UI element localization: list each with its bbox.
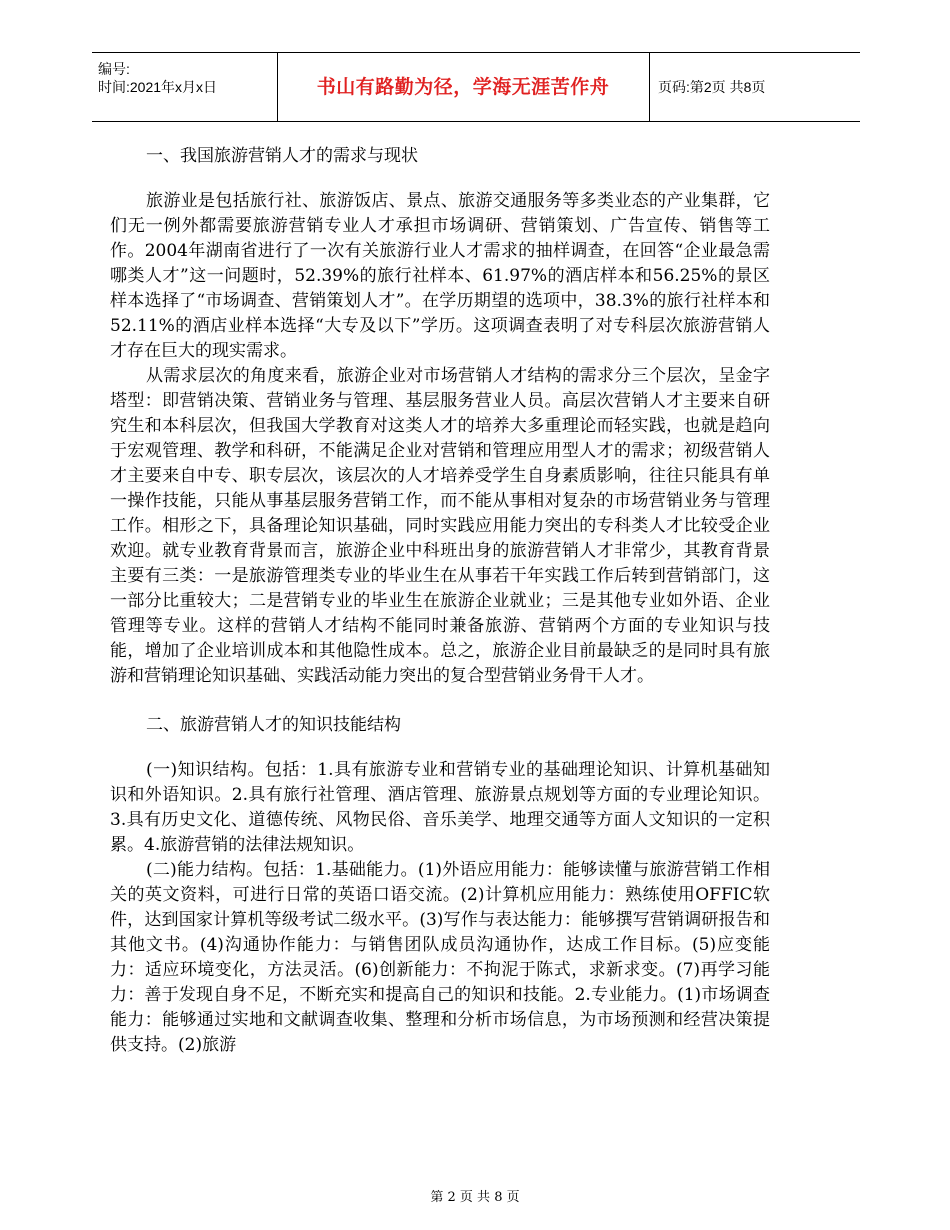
- section-heading-2: 二、旅游营销人才的知识技能结构: [146, 715, 401, 735]
- header-page-info: 页码:第2页 共8页: [658, 79, 766, 95]
- header-motto: 书山有路勤为径，学海无涯苦作舟: [277, 53, 650, 121]
- section-heading-1: 一、我国旅游营销人才的需求与现状: [146, 146, 418, 166]
- header-meta: [92, 53, 278, 121]
- document-date: 时间:2021年x月x日: [98, 79, 218, 95]
- page-footer: 第 2 页 共 8 页: [430, 1190, 520, 1205]
- page-header: [92, 52, 860, 122]
- paragraph: 旅游业是包括旅行社、旅游饭店、景点、旅游交通服务等多类业态的产业集群，它们无一例外都需要旅游营销专业人才承担市场调研、营销策划、广告宣传、销售等工作。2004年湖南省进行了一次有关旅游行业人才需求的抽样调查，在回答“企业最急需哪类人才”这一问题时，52.39%的旅行社样本、61.97%的酒店样本和56.25%的景区样本选择了“市场调查、营销策划人才”。在学历期望的选项中，38.3%的旅行社样本和52.11%的酒店业样本选择“大专及以下”学历。这项调查表明了对专科层次旅游营销人才存在巨大的现实需求。: [110, 191, 770, 361]
- paragraph: (一)知识结构。包括：1.具有旅游专业和营销专业的基础理论知识、计算机基础知识和外语知识。2.具有旅行社管理、酒店管理、旅游景点规划等方面的专业理论知识。3.具有历史文化、道德传统、风物民俗、音乐美学、地理交通等方面人文知识的一定积累。4.旅游营销的法律法规知识。: [110, 760, 770, 855]
- document-number-label: 编号:: [98, 61, 130, 77]
- document-body: [110, 140, 770, 1058]
- paragraph: 从需求层次的角度来看，旅游企业对市场营销人才结构的需求分三个层次，呈金字塔型：即营销决策、营销业务与管理、基层服务营业人员。高层次营销人才主要来自研究生和本科层次，但我国大学教育对这类人才的培养大多重理论而轻实践，也就是趋向于宏观管理、教学和科研，不能满足企业对营销和管理应用型人才的需求；初级营销人才主要来自中专、职专层次，该层次的人才培养受学生自身素质影响，往往只能具有单一操作技能，只能从事基层服务营销工作，而不能从事相对复杂的市场营销业务与管理工作。相形之下，具备理论知识基础，同时实践应用能力突出的专科类人才比较受企业欢迎。就专业教育背景而言，旅游企业中科班出身的旅游营销人才非常少，其教育背景主要有三类：一是旅游管理类专业的毕业生在从事若干年实践工作后转到营销部门，这一部分比重较大；二是营销专业的毕业生在旅游企业就业；三是其他专业如外语、企业管理等专业。这样的营销人才结构不能同时兼备旅游、营销两个方面的专业知识与技能，增加了企业培训成本和其他隐性成本。总之，旅游企业目前最缺乏的是同时具有旅游和营销理论知识基础、实践活动能力突出的复合型营销业务骨干人才。: [110, 366, 770, 686]
- paragraph: (二)能力结构。包括：1.基础能力。(1)外语应用能力：能够读懂与旅游营销工作相关的英文资料，可进行日常的英语口语交流。(2)计算机应用能力：熟练使用OFFIC软件，达到国家计算机等级考试二级水平。(3)写作与表达能力：能够撰写营销调研报告和其他文书。(4)沟通协作能力：与销售团队成员沟通协作，达成工作目标。(5)应变能力：适应环境变化，方法灵活。(6)创新能力：不拘泥于陈式，求新求变。(7)再学习能力：善于发现自身不足，不断充实和提高自己的知识和技能。2.专业能力。(1)市场调查能力：能够通过实地和文献调查收集、整理和分析市场信息，为市场预测和经营决策提供支持。(2)旅游: [110, 860, 770, 1055]
